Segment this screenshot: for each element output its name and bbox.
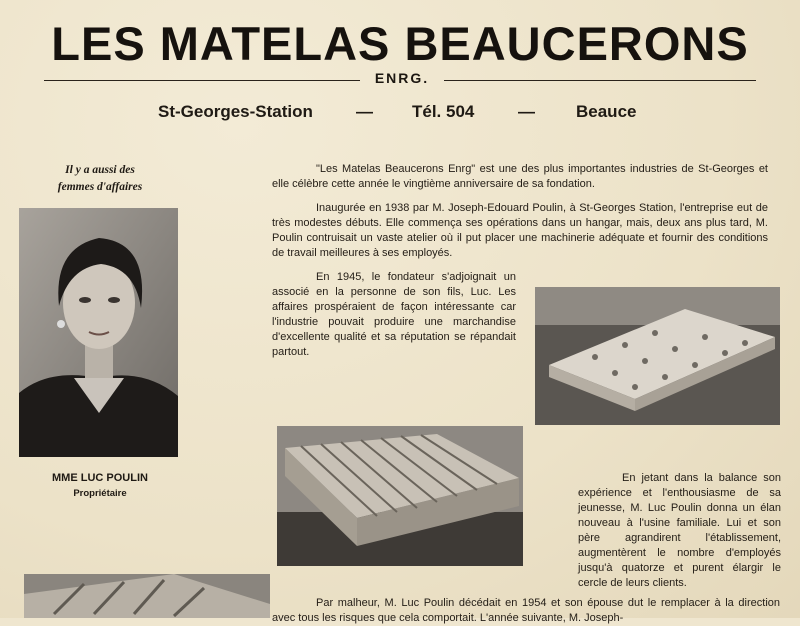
- article-paragraph: Par malheur, M. Luc Poulin décédait en 1954 et son épouse dut le remplacer à la direction avec tous les risques que cela comportait. L'année suivante, M. Joseph-: [272, 597, 780, 624]
- mattress-photo-partial: [24, 574, 270, 618]
- phone-text: Tél. 504: [412, 102, 475, 121]
- portrait-photo: [19, 208, 178, 457]
- sidebar-tagline-line2: femmes d'affaires: [57, 181, 143, 193]
- dash-separator: —: [356, 102, 373, 121]
- dash-separator: —: [518, 102, 535, 121]
- portrait-illustration: [19, 208, 178, 457]
- masthead-rule-right: [444, 80, 756, 81]
- sidebar-tagline-line1: Il y a aussi des: [65, 164, 135, 176]
- enrg-label: ENRG.: [374, 70, 430, 86]
- portrait-name: MME LUC POULIN: [52, 472, 148, 484]
- masthead-title: LES MATELAS BEAUCERONS: [51, 17, 749, 70]
- article-paragraph: "Les Matelas Beaucerons Enrg" est une des plus importantes industries de St-Georges et elle célèbre cette année le vingtième anniversaire de sa fondation.: [272, 163, 768, 190]
- partial-mattress-illustration: [24, 574, 270, 618]
- floral-mattress-illustration: [535, 287, 780, 425]
- article-paragraph: En jetant dans la balance son expérience et l'enthousiasme de sa jeunesse, M. Luc Poulin donna un élan nouveau à l'usine familiale. Lui et son père agrandirent l'établissement, augmentèrent le nombre d'employés jusqu'à quatorze et purent élargir le cercle de leurs clients.: [578, 472, 781, 589]
- portrait-role: Propriétaire: [73, 488, 127, 499]
- article-paragraph: En 1945, le fondateur s'adjoignait un associé en la personne de son fils, Luc. Les affaires prospéraient de façon intéressante car l'industrie pouvait produire une marchandise d'excellente qualité et sa réputation se répandait partout.: [272, 271, 516, 358]
- masthead-rule-left: [44, 80, 360, 81]
- region-text: Beauce: [576, 102, 637, 121]
- mattress-photo-floral: [535, 287, 780, 425]
- article-paragraph: Inaugurée en 1938 par M. Joseph-Edouard Poulin, à St-Georges Station, l'entreprise eut de très modestes débuts. Elle commença ses opérations dans un hangar, mais, deux ans plus tard, M. Poulin contruisait un vaste atelier où il put placer une machinerie adéquate et fournir des conditions de travail meilleures à ses employés.: [272, 202, 768, 259]
- striped-mattress-illustration: [277, 426, 523, 566]
- location-text: St-Georges-Station: [158, 102, 313, 121]
- mattress-photo-striped: [277, 426, 523, 566]
